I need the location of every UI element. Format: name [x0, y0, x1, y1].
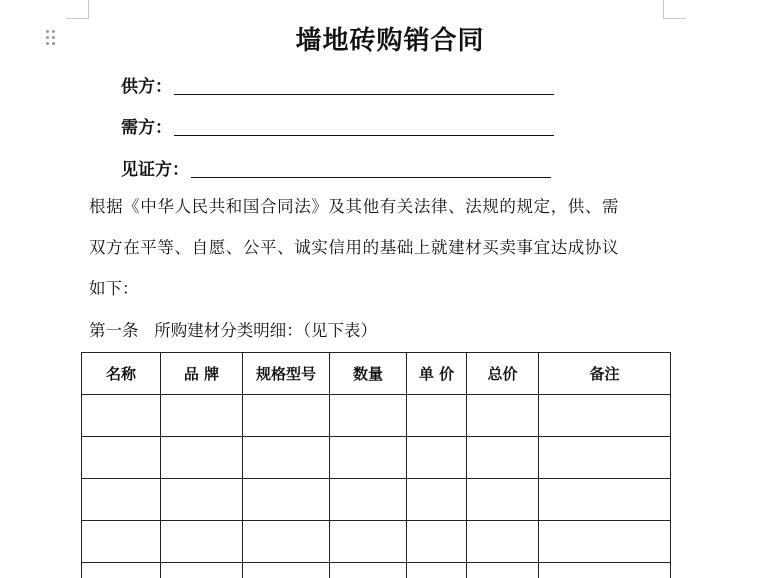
- table-cell[interactable]: [539, 563, 671, 578]
- witness-blank-line: [191, 177, 551, 178]
- document-title: 墙地砖购销合同: [295, 26, 485, 56]
- table-cell[interactable]: [161, 563, 243, 578]
- table-cell[interactable]: [82, 437, 161, 479]
- table-cell[interactable]: [467, 395, 539, 437]
- table-cell[interactable]: [243, 521, 330, 563]
- intro-line-2: 双方在平等、自愿、公平、诚实信用的基础上就建材买卖事宜达成协议: [89, 238, 620, 257]
- table-cell[interactable]: [467, 563, 539, 578]
- table-cell[interactable]: [467, 437, 539, 479]
- header-name: 名称: [82, 353, 161, 395]
- materials-table: [81, 352, 671, 578]
- header-remarks: 备注: [539, 353, 671, 395]
- table-cell[interactable]: [539, 521, 671, 563]
- table-row: [82, 563, 671, 578]
- table-cell[interactable]: [243, 437, 330, 479]
- table-cell[interactable]: [82, 563, 161, 578]
- intro-line-1: 根据《中华人民共和国合同法》及其他有关法律、法规的规定，供、需: [89, 197, 620, 216]
- supplier-blank-line: [174, 94, 554, 95]
- header-spec: 规格型号: [243, 353, 330, 395]
- table-cell[interactable]: [161, 479, 243, 521]
- page-corner-mark-right: [663, 0, 686, 19]
- table-cell[interactable]: [243, 395, 330, 437]
- witness-field: [121, 155, 551, 180]
- table-cell[interactable]: [82, 395, 161, 437]
- supplier-label: 供方：: [121, 77, 172, 97]
- table-cell[interactable]: [330, 521, 407, 563]
- table-cell[interactable]: [161, 521, 243, 563]
- table-cell[interactable]: [407, 437, 467, 479]
- table-cell[interactable]: [330, 437, 407, 479]
- article-1-heading: 第一条 所购建材分类明细：（见下表）: [89, 321, 377, 340]
- header-quantity: 数量: [330, 353, 407, 395]
- table-cell[interactable]: [539, 395, 671, 437]
- table-cell[interactable]: [82, 521, 161, 563]
- header-brand: 品 牌: [161, 353, 243, 395]
- table-cell[interactable]: [330, 563, 407, 578]
- header-total: 总价: [467, 353, 539, 395]
- buyer-field: [121, 113, 554, 138]
- header-unit-price: 单 价: [407, 353, 467, 395]
- witness-label: 见证方：: [121, 160, 189, 180]
- table-cell[interactable]: [243, 563, 330, 578]
- supplier-field: [121, 72, 554, 97]
- table-cell[interactable]: [330, 395, 407, 437]
- table-cell[interactable]: [407, 479, 467, 521]
- table-row: [82, 479, 671, 521]
- table-cell[interactable]: [161, 437, 243, 479]
- table-cell[interactable]: [407, 395, 467, 437]
- table-cell[interactable]: [161, 395, 243, 437]
- table-row: [82, 437, 671, 479]
- table-cell[interactable]: [467, 521, 539, 563]
- table-cell[interactable]: [407, 563, 467, 578]
- table-header-row: [82, 353, 671, 395]
- table-cell[interactable]: [330, 479, 407, 521]
- table-row: [82, 521, 671, 563]
- table-cell[interactable]: [243, 479, 330, 521]
- page-corner-mark-left: [66, 0, 89, 19]
- table-cell[interactable]: [467, 479, 539, 521]
- table-row: [82, 395, 671, 437]
- table-cell[interactable]: [82, 479, 161, 521]
- buyer-label: 需方：: [121, 118, 172, 138]
- table-cell[interactable]: [539, 479, 671, 521]
- table-cell[interactable]: [539, 437, 671, 479]
- buyer-blank-line: [174, 135, 554, 136]
- intro-line-3: 如下：: [89, 279, 139, 298]
- table-cell[interactable]: [407, 521, 467, 563]
